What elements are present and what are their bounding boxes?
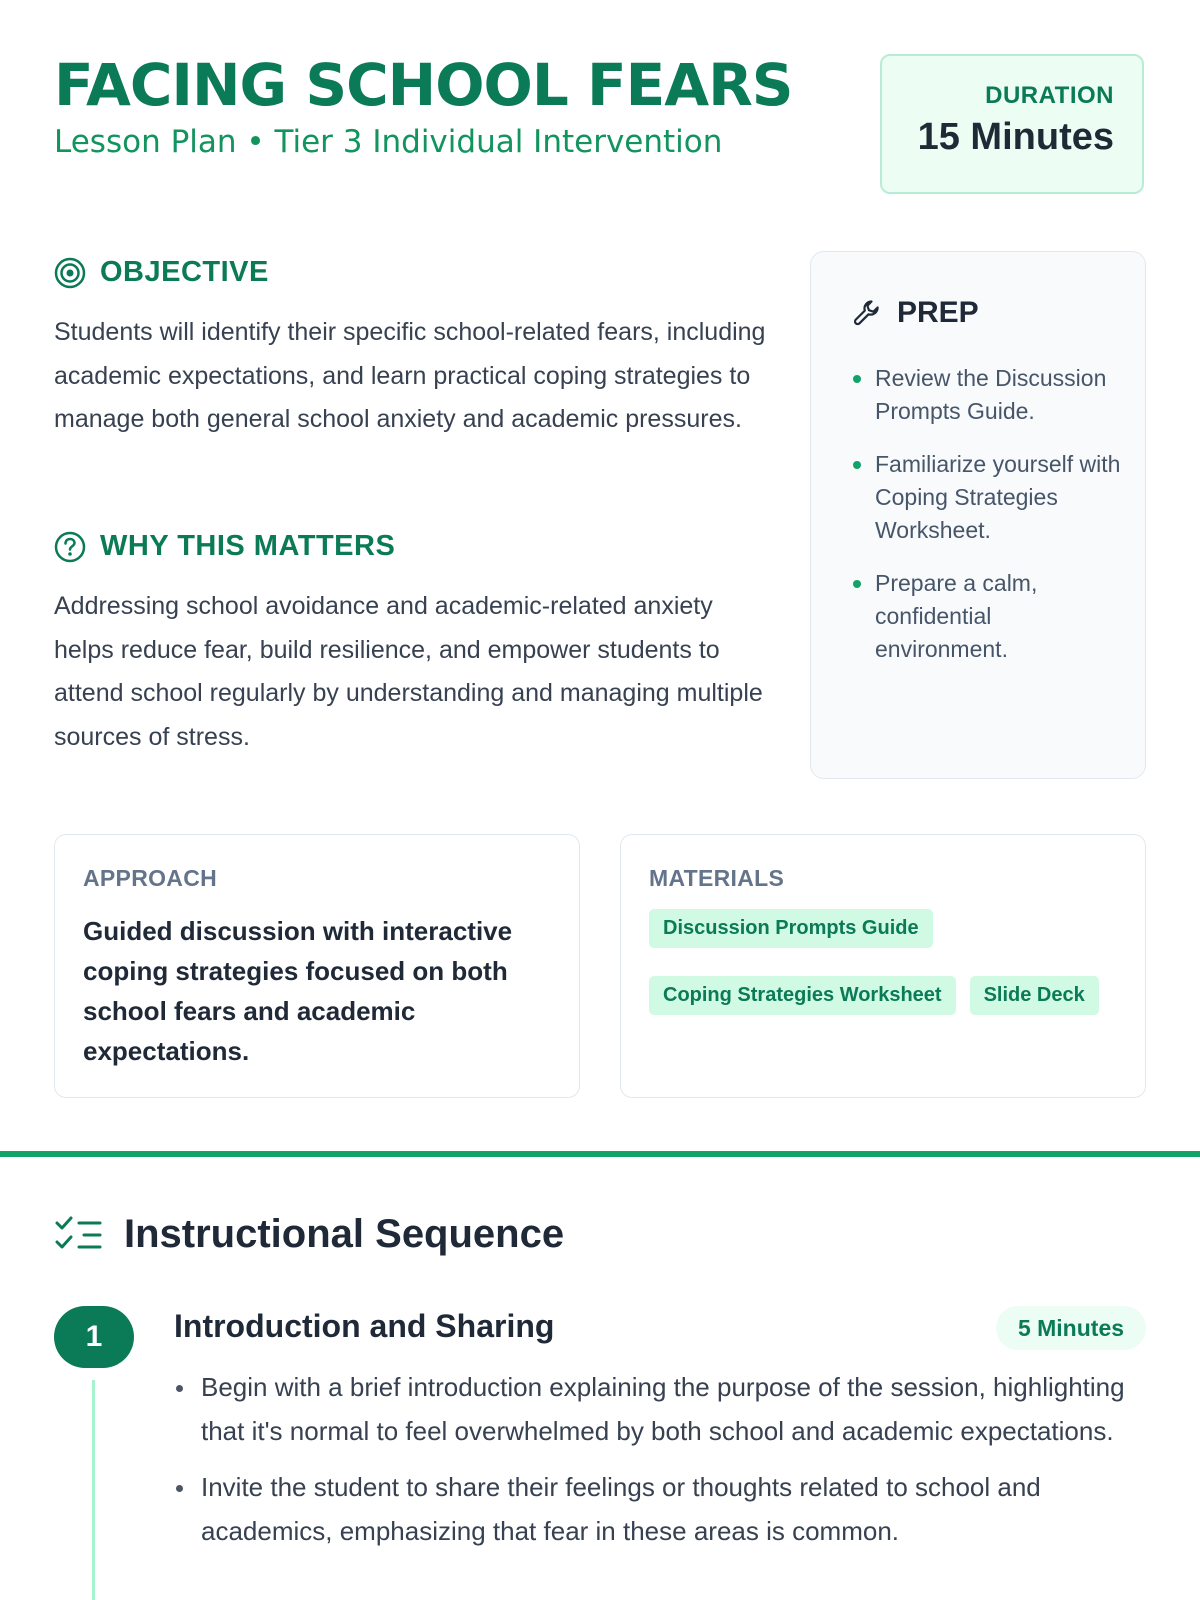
step-timeline-line	[92, 1380, 95, 1600]
materials-card	[620, 834, 1146, 1098]
prep-heading-label: PREP	[897, 296, 979, 329]
approach-card	[54, 834, 580, 1098]
material-tag: Slide Deck	[970, 976, 1099, 1015]
material-tag: Coping Strategies Worksheet	[649, 976, 956, 1015]
step-duration-badge: 5 Minutes	[996, 1306, 1146, 1350]
material-tag: Discussion Prompts Guide	[649, 909, 933, 948]
objective-heading-label: OBJECTIVE	[100, 256, 269, 288]
list-item: Prepare a calm, confidential environment.	[851, 567, 1121, 666]
approach-text: Guided discussion with interactive coping strategies focused on both school fears and academic expectations.	[83, 916, 513, 1066]
prep-list	[851, 362, 1121, 686]
step-number-badge: 1	[54, 1306, 134, 1368]
step-title: Introduction and Sharing	[174, 1308, 555, 1344]
duration-label: DURATION	[985, 82, 1114, 109]
page-subtitle: Lesson Plan • Tier 3 Individual Intervention	[54, 124, 723, 160]
checklist-icon	[54, 1215, 102, 1255]
prep-card	[810, 251, 1146, 779]
approach-label: APPROACH	[83, 865, 218, 891]
objective-heading	[54, 256, 269, 289]
prep-heading	[851, 296, 979, 330]
materials-tags	[649, 909, 1129, 1015]
sequence-heading-label: Instructional Sequence	[124, 1212, 565, 1256]
duration-value: 15 Minutes	[917, 116, 1114, 158]
list-item: Invite the student to share their feelings or thoughts related to school and academics, emphasizing that fear in these areas is common.	[174, 1466, 1134, 1553]
why-heading	[54, 530, 395, 563]
sequence-heading	[54, 1212, 564, 1257]
why-heading-label: WHY THIS MATTERS	[100, 530, 396, 562]
page-title: FACING SCHOOL FEARS	[54, 51, 793, 119]
objective-text: Students will identify their specific school-related fears, including academic expectations, and learn practical coping strategies to manage both general school anxiety and academic pressures.	[54, 318, 766, 433]
section-divider	[0, 1151, 1200, 1157]
materials-label: MATERIALS	[649, 865, 785, 891]
duration-card	[880, 54, 1144, 194]
target-icon	[54, 257, 86, 289]
list-item: Begin with a brief introduction explaining the purpose of the session, highlighting that it's normal to feel overwhelmed by both school and academic expectations.	[174, 1366, 1134, 1453]
list-item: Review the Discussion Prompts Guide.	[851, 362, 1121, 428]
wrench-icon	[851, 297, 883, 329]
step-bullet-list	[174, 1366, 1134, 1566]
why-text: Addressing school avoidance and academic-related anxiety helps reduce fear, build resilience, and empower students to attend school regularly by understanding and managing multiple sources of stress.	[54, 592, 763, 751]
question-circle-icon	[54, 531, 86, 563]
list-item: Familiarize yourself with Coping Strategies Worksheet.	[851, 448, 1121, 547]
